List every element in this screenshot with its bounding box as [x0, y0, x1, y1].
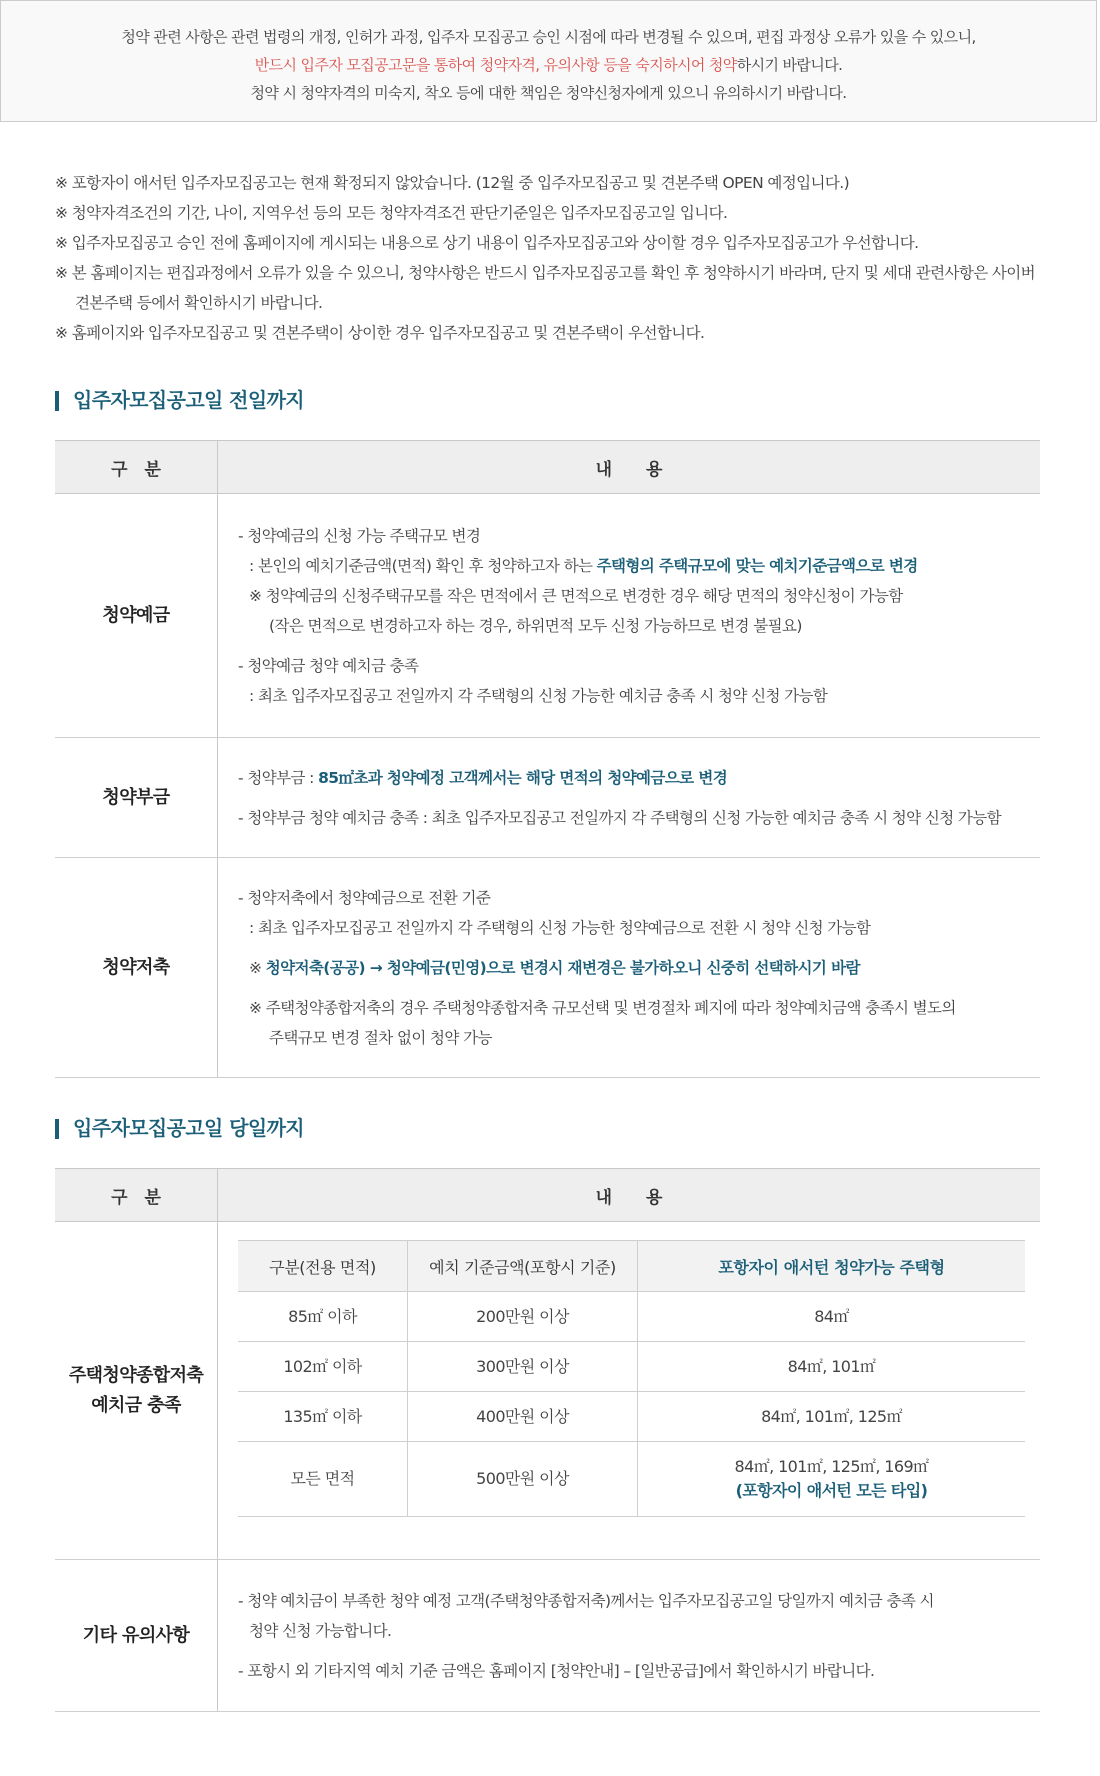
notice-warning-text: 반드시 입주자 모집공고문을 통하여 청약자격, 유의사항 등을 숙지하시어 청약 — [254, 56, 737, 74]
inner-header-amount: 예치 기준금액(포항시 기준) — [408, 1241, 638, 1292]
table-announcement-day — [55, 1168, 1040, 1712]
cell-types — [638, 1442, 1026, 1517]
content-line: - 청약예금 청약 예치금 충족 — [238, 656, 419, 675]
inner-header-row — [238, 1241, 1025, 1292]
content-line: : 최초 입주자모집공고 전일까지 각 주택형의 신청 가능한 청약예금으로 전환 시 청약 신청 가능함 — [249, 918, 871, 937]
cell-types-list: 84㎡, 101㎡, 125㎡, 169㎡ — [734, 1457, 929, 1476]
cell-types: 84㎡ — [638, 1292, 1026, 1342]
content-line: - 청약 예치금이 부족한 청약 예정 고객(주택청약종합저축)께서는 입주자모집공고일 당일까지 예치금 충족 시 — [238, 1591, 934, 1610]
inner-table-row — [238, 1442, 1025, 1517]
row-label-deposit: 청약예금 — [55, 494, 218, 738]
notice-box — [0, 0, 1097, 122]
header-category: 구 분 — [55, 441, 218, 494]
notice-line-2 — [1, 51, 1096, 79]
row-content-comprehensive — [218, 1222, 1041, 1560]
highlight-text: 주택형의 주택규모에 맞는 예치기준금액으로 변경 — [596, 556, 918, 575]
table-header-row — [55, 441, 1040, 494]
cell-area: 102㎡ 이하 — [238, 1342, 408, 1392]
content-line: (작은 면적으로 변경하고자 하는 경우, 하위면적 모두 신청 가능하므로 변경 불필요) — [269, 616, 802, 635]
deposit-criteria-table — [238, 1240, 1025, 1517]
cell-types: 84㎡, 101㎡, 125㎡ — [638, 1392, 1026, 1442]
row-content-other — [218, 1560, 1041, 1712]
note-item: ※ 본 홈페이지는 편집과정에서 오류가 있을 수 있으니, 청약사항은 반드시 입주자모집공고를 확인 후 청약하시기 바라며, 단지 및 세대 관련사항은 사이버견본주택 등에서 확인하시기 바랍니다. — [55, 264, 1036, 312]
highlight-text: 청약저축(공공) → 청약예금(민영)으로 변경시 재변경은 불가하오니 신중히 선택하시기 바람 — [265, 958, 860, 977]
row-label-savings: 청약저축 — [55, 858, 218, 1078]
cell-area: 85㎡ 이하 — [238, 1292, 408, 1342]
note-item: ※ 청약자격조건의 기간, 나이, 지역우선 등의 모든 청약자격조건 판단기준일은 입주자모집공고일 입니다. — [55, 204, 728, 222]
content-line — [238, 953, 1040, 983]
content-line: - 청약저축에서 청약예금으로 전환 기준 — [238, 888, 491, 907]
note-item: ※ 입주자모집공고 승인 전에 홈페이지에 게시되는 내용으로 상기 내용이 입주자모집공고와 상이할 경우 입주자모집공고가 우선합니다. — [55, 234, 919, 252]
highlight-text: 85㎡초과 청약예정 고객께서는 해당 면적의 청약예금으로 변경 — [318, 768, 728, 787]
cell-area: 135㎡ 이하 — [238, 1392, 408, 1442]
row-label-comprehensive — [55, 1222, 218, 1560]
cell-area: 모든 면적 — [238, 1442, 408, 1517]
notice-line-1: 청약 관련 사항은 관련 법령의 개정, 인허가 과정, 입주자 모집공고 승인 시점에 따라 변경될 수 있으며, 편집 과정상 오류가 있을 수 있으니, — [121, 28, 976, 46]
table-before-announcement — [55, 440, 1040, 1078]
table-row-savings — [55, 858, 1040, 1078]
content-line — [238, 763, 1040, 793]
cell-types: 84㎡, 101㎡ — [638, 1342, 1026, 1392]
content-line — [238, 551, 1040, 581]
note-item: ※ 홈페이지와 입주자모집공고 및 견본주택이 상이한 경우 입주자모집공고 및 견본주택이 우선합니다. — [55, 324, 705, 342]
inner-header-types: 포항자이 애서턴 청약가능 주택형 — [638, 1241, 1026, 1292]
table-header-row — [55, 1169, 1040, 1222]
cell-amount: 500만원 이상 — [408, 1442, 638, 1517]
table-row-other — [55, 1560, 1040, 1712]
section-title-announcement-day: 입주자모집공고일 당일까지 — [55, 1116, 304, 1140]
notice-line-3: 청약 시 청약자격의 미숙지, 착오 등에 대한 책임은 청약신청자에게 있으니 유의하시기 바랍니다. — [250, 84, 847, 102]
header-category: 구 분 — [55, 1169, 218, 1222]
header-content: 내 용 — [218, 441, 1041, 494]
row-label-line: 예치금 충족 — [91, 1394, 181, 1416]
table-row-deposit — [55, 494, 1040, 738]
row-label-line: 주택청약종합저축 — [68, 1364, 204, 1386]
table-row-installment — [55, 738, 1040, 858]
row-content-installment — [218, 738, 1041, 858]
content-line: ※ 주택청약종합저축의 경우 주택청약종합저축 규모선택 및 변경절차 폐지에 따라 청약예치금액 충족시 별도의 — [249, 998, 956, 1017]
content-text: - 청약부금 : — [238, 768, 319, 787]
content-line: - 청약예금의 신청 가능 주택규모 변경 — [238, 526, 481, 545]
row-content-savings — [218, 858, 1041, 1078]
content-line: ※ 청약예금의 신청주택규모를 작은 면적에서 큰 면적으로 변경한 경우 해당 면적의 청약신청이 가능함 — [249, 586, 903, 605]
cell-types-note: (포항자이 애서턴 모든 타입) — [735, 1481, 928, 1500]
inner-table-row — [238, 1292, 1025, 1342]
row-label-other: 기타 유의사항 — [55, 1560, 218, 1712]
note-item: ※ 포항자이 애서턴 입주자모집공고는 현재 확정되지 않았습니다. (12월 중 입주자모집공고 및 견본주택 OPEN 예정입니다.) — [55, 174, 850, 192]
content-line: 청약 신청 가능합니다. — [249, 1621, 392, 1640]
row-content-deposit — [218, 494, 1041, 738]
content-line: : 최초 입주자모집공고 전일까지 각 주택형의 신청 가능한 예치금 충족 시 청약 신청 가능함 — [249, 686, 828, 705]
row-label-installment: 청약부금 — [55, 738, 218, 858]
notes-list — [55, 168, 1045, 348]
cell-amount: 300만원 이상 — [408, 1342, 638, 1392]
section-title-before-announcement: 입주자모집공고일 전일까지 — [55, 388, 304, 412]
table-row-comprehensive — [55, 1222, 1040, 1560]
cell-amount: 400만원 이상 — [408, 1392, 638, 1442]
content-line: 주택규모 변경 절차 없이 청약 가능 — [269, 1028, 492, 1047]
cell-amount: 200만원 이상 — [408, 1292, 638, 1342]
notice-line-2-rest: 하시기 바랍니다. — [736, 56, 843, 74]
content-line: - 포항시 외 기타지역 예치 기준 금액은 홈페이지 [청약안내] – [일반공급]에서 확인하시기 바랍니다. — [238, 1661, 875, 1680]
content-line: - 청약부금 청약 예치금 충족 : 최초 입주자모집공고 전일까지 각 주택형의 신청 가능한 예치금 충족 시 청약 신청 가능함 — [238, 808, 1002, 827]
content-text: ※ — [249, 958, 266, 977]
inner-header-area: 구분(전용 면적) — [238, 1241, 408, 1292]
inner-table-row — [238, 1342, 1025, 1392]
inner-table-row — [238, 1392, 1025, 1442]
header-content: 내 용 — [218, 1169, 1041, 1222]
content-text: : 본인의 예치기준금액(면적) 확인 후 청약하고자 하는 — [249, 556, 597, 575]
